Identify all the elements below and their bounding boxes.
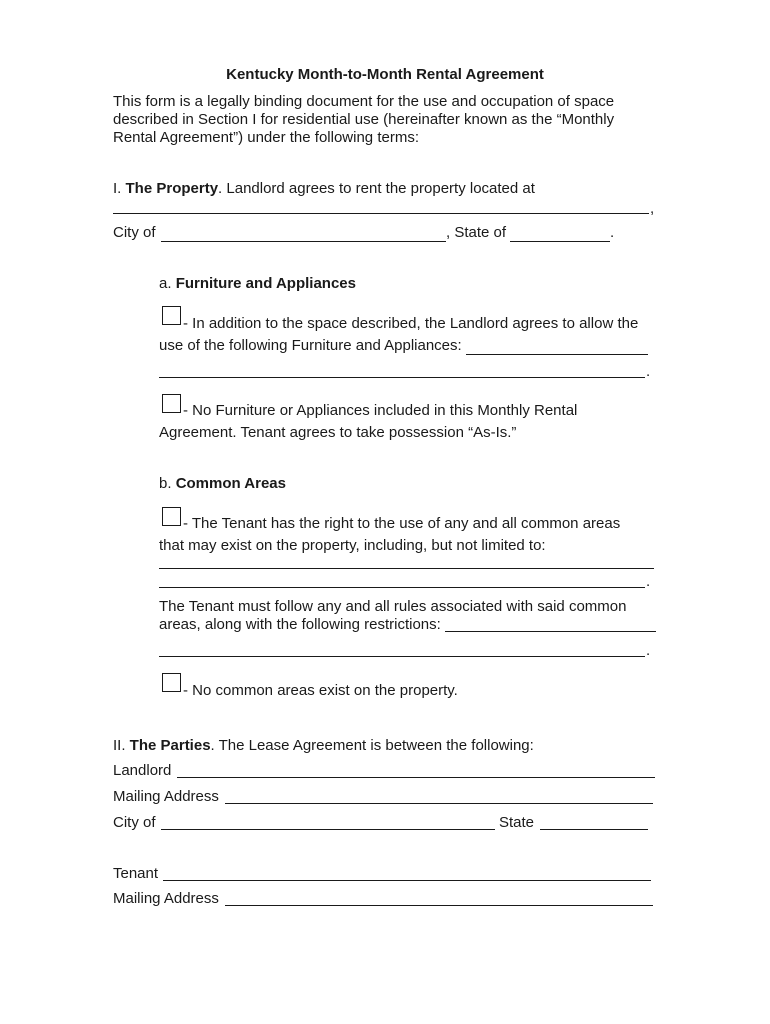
furniture-list-field-1[interactable] — [466, 339, 648, 355]
landlord-city-field[interactable] — [161, 814, 495, 830]
furniture-included-text-2: use of the following Furniture and Appliances: — [159, 337, 462, 354]
furniture-included-text-1: - In addition to the space described, the Landlord agrees to allow the — [183, 315, 639, 332]
landlord-field[interactable] — [177, 762, 655, 778]
document-title: Kentucky Month-to-Month Rental Agreement — [226, 66, 544, 83]
section-2-text: . The Lease Agreement is between the following: — [210, 737, 534, 754]
intro-line-2: described in Section I for residential use (hereinafter known as the “Monthly — [113, 111, 615, 128]
no-furniture-text-2: Agreement. Tenant agrees to take possession “As-Is.” — [159, 424, 517, 441]
property-state-period: . — [610, 224, 615, 241]
intro-line-3: Rental Agreement”) under the following terms: — [113, 129, 419, 146]
common-areas-letter: b. — [159, 475, 176, 492]
landlord-city-label: City of — [113, 814, 156, 831]
restrictions-field-2[interactable] — [159, 641, 645, 657]
common-rules-text-1: The Tenant must follow any and all rules associated with said common — [159, 598, 627, 615]
intro-line-1: This form is a legally binding document for the use and occupation of space — [113, 93, 615, 110]
no-common-areas-text: - No common areas exist on the property. — [183, 682, 458, 699]
property-city-label: City of — [113, 224, 156, 241]
common-areas-checkbox[interactable] — [162, 507, 181, 526]
furniture-included-checkbox[interactable] — [162, 306, 181, 325]
common-areas-field-2[interactable] — [159, 572, 645, 588]
common-areas-period: . — [646, 573, 651, 590]
restrictions-period: . — [646, 642, 651, 659]
section-1-numeral: I. — [113, 180, 126, 197]
property-address-field[interactable] — [113, 198, 649, 214]
landlord-label: Landlord — [113, 762, 172, 779]
tenant-mailing-label: Mailing Address — [113, 890, 219, 907]
landlord-mailing-label: Mailing Address — [113, 788, 219, 805]
property-state-field[interactable] — [510, 226, 610, 242]
no-furniture-text-1: - No Furniture or Appliances included in this Monthly Rental — [183, 402, 578, 419]
tenant-label: Tenant — [113, 865, 159, 882]
furniture-list-period: . — [646, 363, 651, 380]
furniture-heading — [159, 275, 356, 293]
section-2-numeral: II. — [113, 737, 130, 754]
property-city-field[interactable] — [161, 226, 446, 242]
property-state-label: , State of — [446, 224, 507, 241]
no-furniture-checkbox[interactable] — [162, 394, 181, 413]
tenant-field[interactable] — [163, 865, 651, 881]
common-areas-field-1[interactable] — [159, 553, 654, 569]
furniture-list-field-2[interactable] — [159, 362, 645, 378]
section-2-heading — [113, 737, 534, 755]
common-rules-text-2: areas, along with the following restrictions: — [159, 616, 441, 633]
furniture-letter: a. — [159, 275, 176, 292]
common-areas-text-1: - The Tenant has the right to the use of any and all common areas — [183, 515, 621, 532]
section-1-title: The Property — [125, 180, 219, 197]
common-areas-text-2: that may exist on the property, including, but not limited to: — [159, 537, 546, 554]
property-address-comma: , — [650, 200, 655, 217]
restrictions-field-1[interactable] — [445, 616, 656, 632]
section-2-title: The Parties — [129, 737, 211, 754]
landlord-mailing-field[interactable] — [225, 788, 653, 804]
furniture-title: Furniture and Appliances — [175, 275, 356, 292]
no-common-areas-checkbox[interactable] — [162, 673, 181, 692]
landlord-state-field[interactable] — [540, 814, 648, 830]
tenant-mailing-field[interactable] — [225, 890, 653, 906]
landlord-state-label: State — [499, 814, 535, 831]
section-1-heading — [113, 180, 535, 198]
common-areas-title: Common Areas — [175, 475, 286, 492]
section-1-text: . Landlord agrees to rent the property located at — [218, 180, 535, 197]
common-areas-heading — [159, 475, 286, 493]
